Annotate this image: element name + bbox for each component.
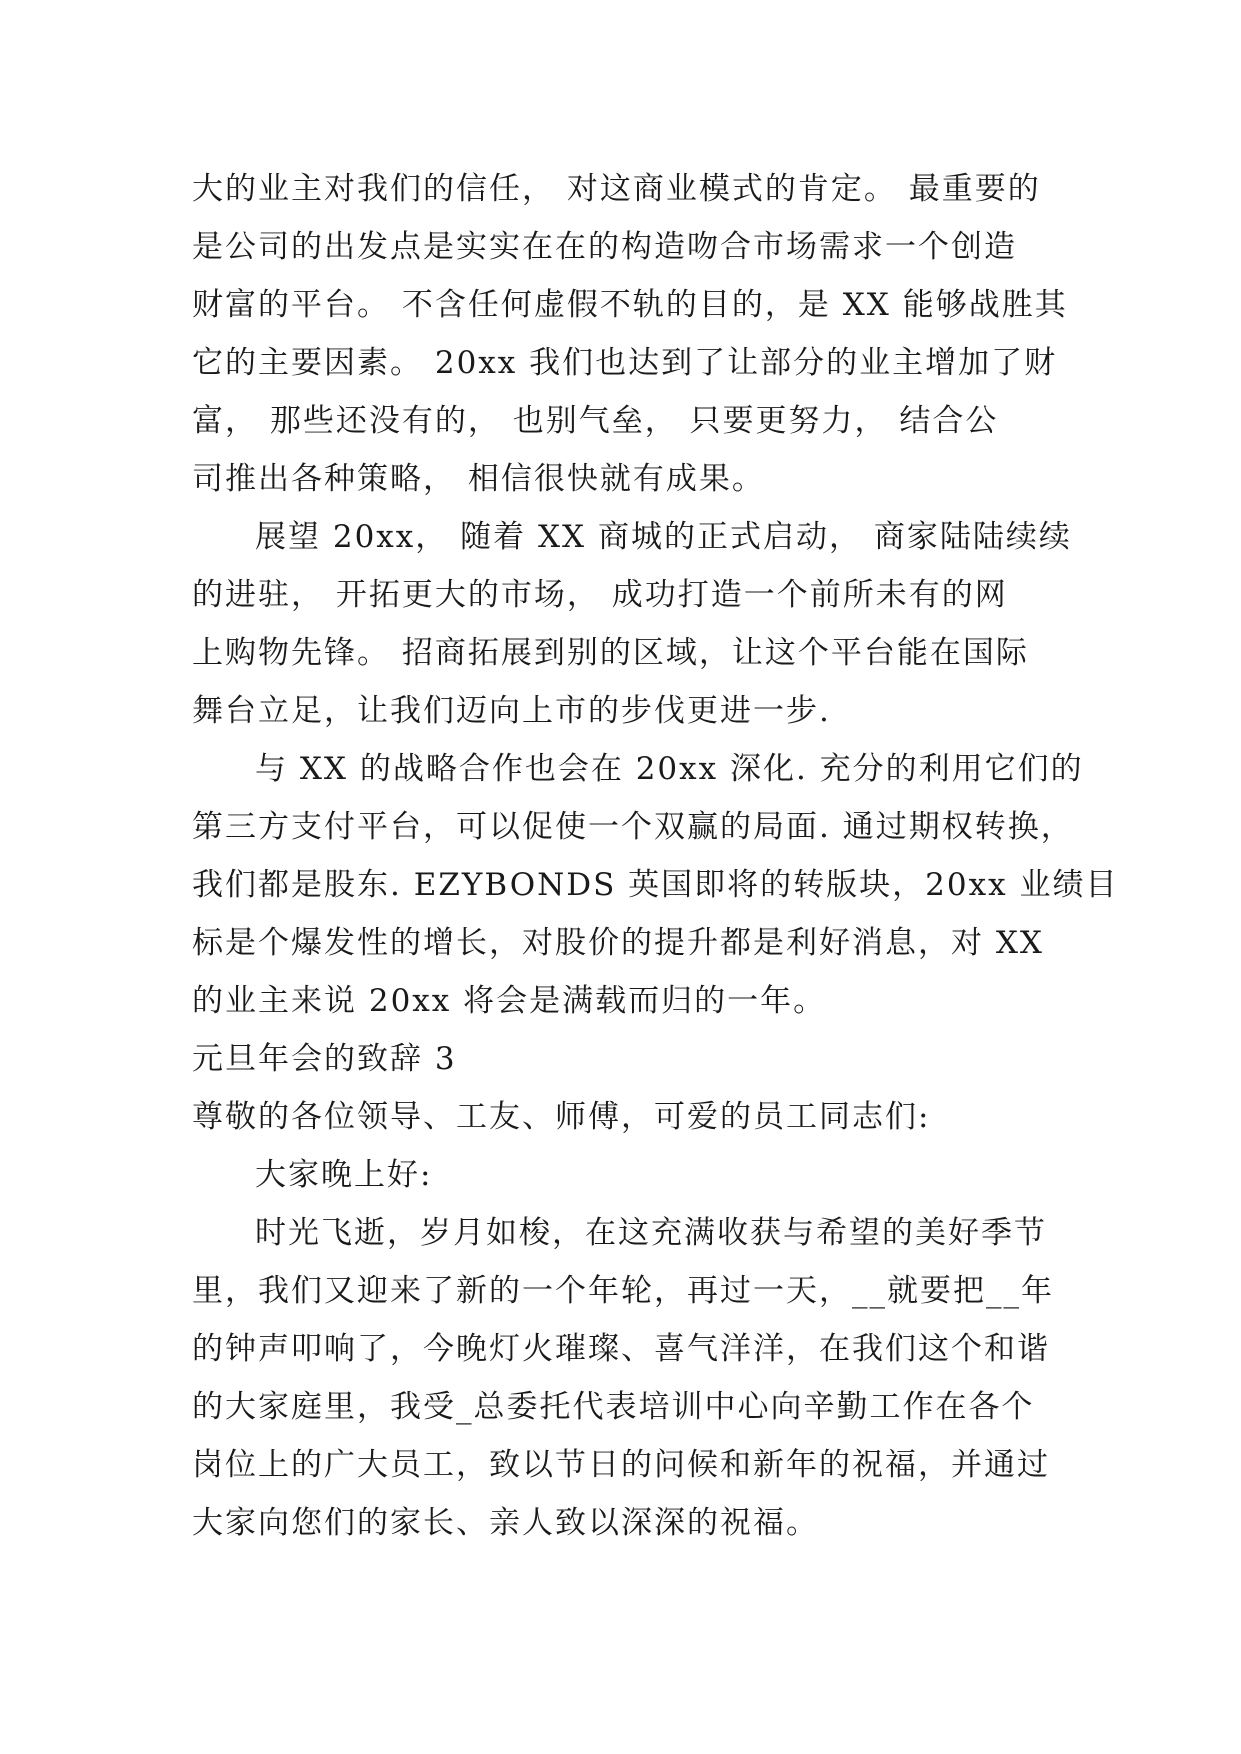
text-line: 的业主来说 20xx 将会是满载而归的一年。 bbox=[192, 983, 827, 1019]
text-line: 大的业主对我们的信任， 对这商业模式的肯定。 最重要的 bbox=[192, 171, 1041, 207]
salutation: 尊敬的各位领导、工友、师傅，可爱的员工同志们: bbox=[192, 1099, 931, 1135]
text-line: 的钟声叩响了，今晚灯火璀璨、喜气洋洋，在我们这个和谐 bbox=[192, 1331, 1050, 1367]
text-line: 司推出各种策略， 相信很快就有成果。 bbox=[192, 461, 765, 497]
section-title: 元旦年会的致辞 3 bbox=[192, 1041, 457, 1077]
text-line: 第三方支付平台，可以促使一个双赢的局面. 通过期权转换， bbox=[192, 809, 1074, 845]
paragraph-first-line: 时光飞逝，岁月如梭，在这充满收获与希望的美好季节 bbox=[255, 1215, 1047, 1251]
text-line: 舞台立足，让我们迈向上市的步伐更进一步. bbox=[192, 693, 831, 729]
paragraph-first-line: 展望 20xx， 随着 XX 商城的正式启动， 商家陆陆续续 bbox=[255, 519, 1072, 555]
text-line: 大家向您们的家长、亲人致以深深的祝福。 bbox=[192, 1505, 819, 1541]
text-line: 岗位上的广大员工，致以节日的问候和新年的祝福，并通过 bbox=[192, 1447, 1050, 1483]
text-line: 上购物先锋。 招商拓展到别的区域，让这个平台能在国际 bbox=[192, 635, 1029, 671]
paragraph-first-line: 与 XX 的战略合作也会在 20xx 深化. 充分的利用它们的 bbox=[255, 751, 1084, 787]
text-line: 的进驻， 开拓更大的市场， 成功打造一个前所未有的网 bbox=[192, 577, 1008, 613]
text-line: 里，我们又迎来了新的一个年轮，再过一天，__就要把__年 bbox=[192, 1273, 1054, 1309]
text-line: 标是个爆发性的增长，对股价的提升都是利好消息，对 XX bbox=[192, 925, 1044, 961]
text-line: 财富的平台。 不含任何虚假不轨的目的，是 XX 能够战胜其 bbox=[192, 287, 1068, 323]
text-line: 它的主要因素。 20xx 我们也达到了让部分的业主增加了财 bbox=[192, 345, 1058, 381]
greeting: 大家晚上好: bbox=[255, 1157, 433, 1193]
text-line: 是公司的出发点是实实在在的构造吻合市场需求一个创造 bbox=[192, 229, 1017, 265]
text-line: 我们都是股东. EZYBONDS 英国即将的转版块，20xx 业绩目 bbox=[192, 867, 1119, 903]
text-line: 的大家庭里，我受_总委托代表培训中心向辛勤工作在各个 bbox=[192, 1389, 1035, 1425]
text-line: 富， 那些还没有的， 也别气垒， 只要更努力， 结合公 bbox=[192, 403, 999, 439]
document-body bbox=[192, 160, 1119, 1552]
